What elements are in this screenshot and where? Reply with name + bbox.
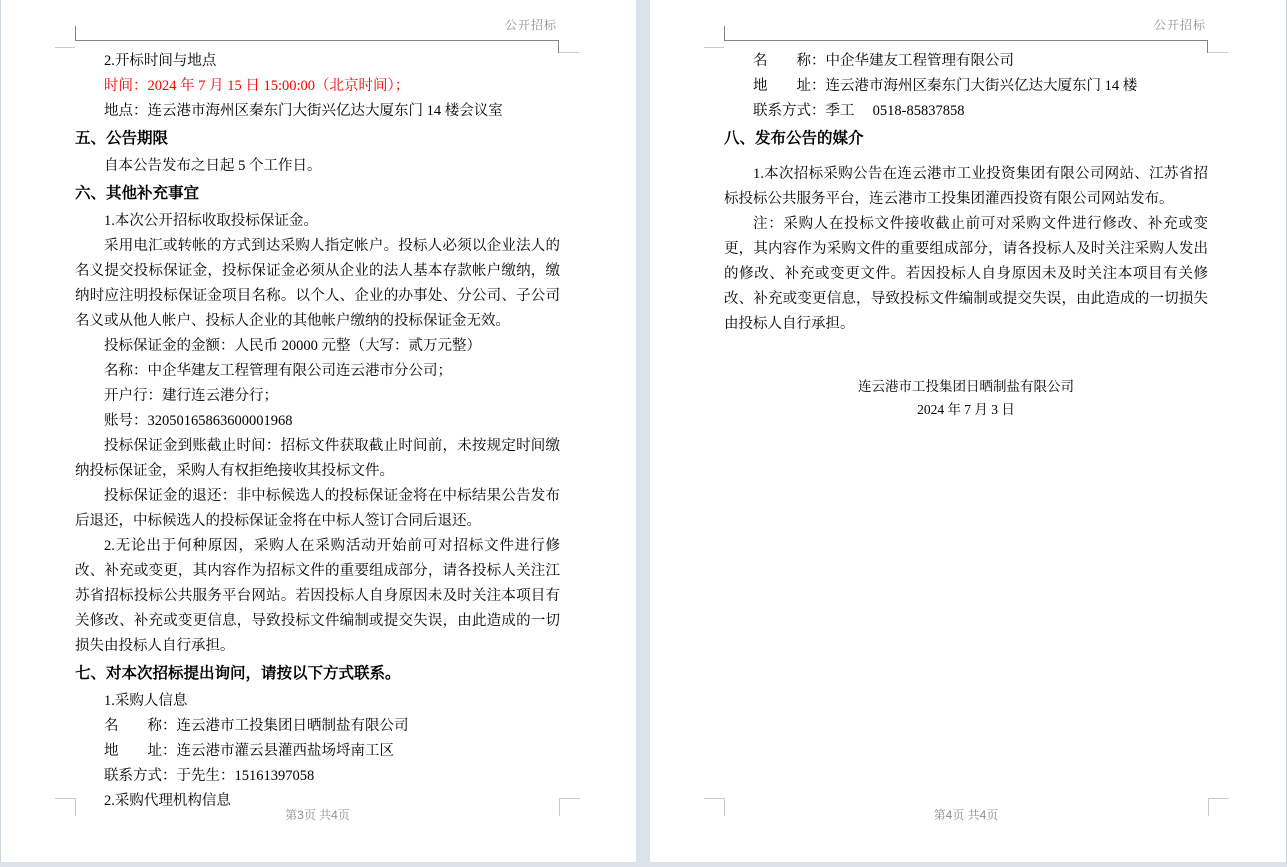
paragraph: 投标保证金到账截止时间：招标文件获取截止时间前，未按规定时间缴纳投标保证金，采购人有权拒绝接收其投标文件。 [75, 438, 560, 479]
header-label: 公开招标 [504, 18, 557, 32]
paragraph: 名称：中企华建友工程管理有限公司连云港市分公司； [104, 363, 452, 379]
paragraph: 投标保证金的退还：非中标候选人的投标保证金将在中标结果公告发布后退还，中标候选人的投标保证金将在中标人签订合同后退还。 [75, 488, 560, 529]
document-page-3 [0, 0, 636, 862]
paragraph: 注：采购人在投标文件接收截止前可对采购文件进行修改、补充或变更，其内容作为采购文件的重要组成部分，请各投标人及时关注采购人发出的修改、补充或变更文件。若因投标人自身原因未及时关注本项目有关修改、补充或变更信息，导致投标文件编制或提交失误，由此造成的一切损失由投标人自行承担。 [724, 216, 1208, 332]
crop-mark [1208, 52, 1228, 53]
paragraph: 2024 年 7 月 3 日 [917, 402, 1015, 417]
paragraph: 地点：连云港市海州区秦东门大街兴亿达大厦东门 14 楼会议室 [104, 103, 503, 119]
paragraph: 时间：2024 年 7 月 15 日 15:00:00（北京时间）； [104, 78, 410, 94]
crop-mark [560, 798, 580, 799]
paragraph: 1.本次公开招标收取投标保证金。 [104, 213, 318, 229]
page-header [724, 0, 1207, 41]
section-heading: 八、发布公告的媒介 [724, 130, 864, 147]
paragraph: 投标保证金的金额：人民币 20000 元整（大写：贰万元整） [104, 338, 481, 354]
header-label: 公开招标 [1153, 18, 1206, 32]
paragraph: 2.开标时间与地点 [104, 53, 217, 69]
paragraph: 账号：32050165863600001968 [104, 413, 293, 429]
header-rule-tick [724, 26, 725, 40]
paragraph: 联系方式：季工 0518-85837858 [753, 103, 965, 119]
header-rule-tick [75, 26, 76, 40]
crop-mark [55, 798, 75, 799]
paragraph: 名 称：中企华建友工程管理有限公司 [753, 53, 1014, 69]
crop-mark [1208, 798, 1209, 816]
page-footer: 第4页 共4页 [933, 808, 999, 822]
paragraph: 名 称：连云港市工投集团日晒制盐有限公司 [104, 718, 409, 734]
paragraph: 2.采购代理机构信息 [104, 793, 231, 809]
crop-mark [704, 798, 724, 799]
page-body-text [724, 49, 1208, 421]
page-header [75, 0, 558, 41]
crop-mark [55, 47, 75, 48]
page-body-text [75, 49, 560, 814]
section-heading: 六、其他补充事宜 [75, 185, 200, 202]
paragraph: 1.本次招标采购公告在连云港市工业投资集团有限公司网站、江苏省招标投标公共服务平台，连云港市工投集团灌西投资有限公司网站发布。 [724, 166, 1208, 207]
document-page-4 [650, 0, 1287, 862]
paragraph: 自本公告发布之日起 5 个工作日。 [104, 158, 322, 174]
paragraph: 联系方式：于先生：15161397058 [104, 768, 315, 784]
section-heading: 七、对本次招标提出询问，请按以下方式联系。 [75, 665, 401, 682]
paragraph: 地 址：连云港市灌云县灌西盐场埒南工区 [104, 743, 394, 759]
paragraph: 连云港市工投集团日晒制盐有限公司 [858, 379, 1074, 394]
paragraph: 开户行：建行连云港分行； [104, 388, 278, 404]
crop-mark [1209, 798, 1229, 799]
paragraph: 2.无论出于何种原因，采购人在采购活动开始前可对招标文件进行修改、补充或变更，其内容作为招标文件的重要组成部分，请各投标人关注江苏省招标投标公共服务平台网站。若因投标人自身原因未及时关注本项目有关修改、补充或变更信息，导致投标文件编制或提交失误，由此造成的一切损失由投标人自行承担。 [75, 538, 560, 654]
page-footer: 第3页 共4页 [285, 808, 350, 822]
crop-mark [559, 52, 579, 53]
paragraph: 1.采购人信息 [104, 693, 188, 709]
section-heading: 五、公告期限 [75, 130, 169, 147]
paragraph: 地 址：连云港市海州区秦东门大街兴亿达大厦东门 14 楼 [753, 78, 1138, 94]
crop-mark [704, 47, 724, 48]
paragraph: 采用电汇或转帐的方式到达采购人指定帐户。投标人必须以企业法人的名义提交投标保证金，投标保证金必须从企业的法人基本存款帐户缴纳，缴纳时应注明投标保证金项目名称。以个人、企业的办事处、分公司、子公司名义或从他人帐户、投标人企业的其他帐户缴纳的投标保证金无效。 [75, 238, 560, 329]
